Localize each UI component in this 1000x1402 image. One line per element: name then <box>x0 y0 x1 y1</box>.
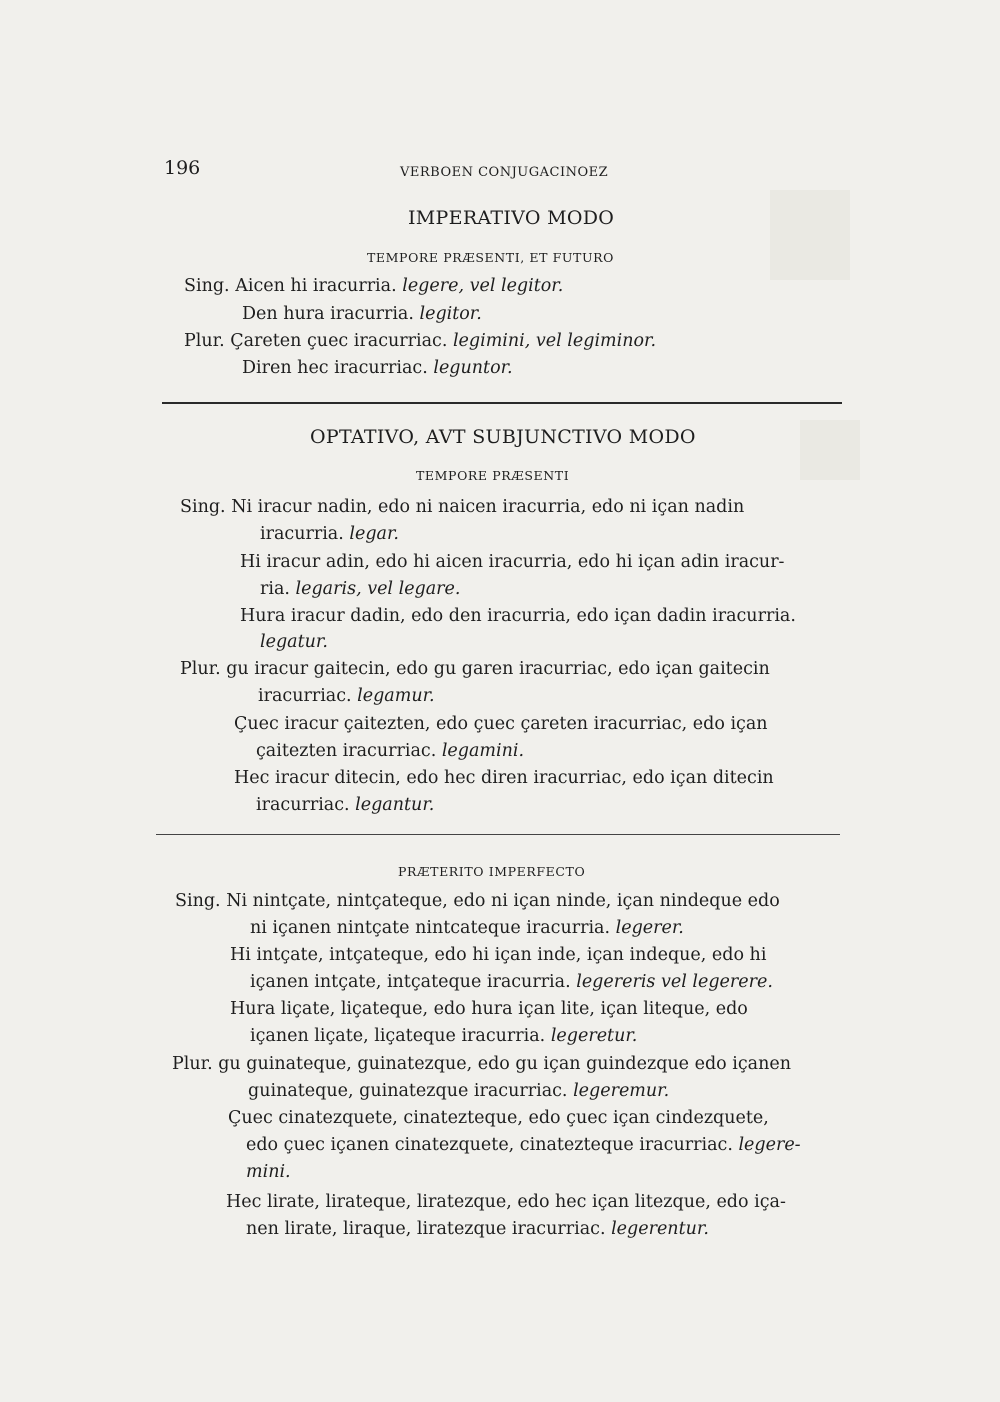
basque-text: iracurria. <box>260 524 350 544</box>
latin-gloss: legeretur. <box>550 1026 638 1046</box>
basque-text: Aicen hi iracurria. <box>235 276 403 296</box>
verse-line <box>250 1026 637 1046</box>
basque-text: nen lirate, liraque, liratezque iracurriac. <box>246 1219 612 1239</box>
latin-gloss: legitor. <box>419 304 482 324</box>
verse-line <box>256 795 434 815</box>
verse-line <box>246 1162 291 1182</box>
number-label: Plur. <box>180 659 221 679</box>
verse-line <box>226 1192 786 1212</box>
basque-text: Diren hec iracurriac. <box>242 358 434 378</box>
basque-text: iracurriac. <box>258 686 358 706</box>
basque-text: Ni iracur nadin, edo ni naicen iracurria, edo ni içan nadin <box>231 497 745 517</box>
basque-text: Hura liçate, liçateque, edo hura içan lite, içan liteque, edo <box>230 999 748 1019</box>
basque-text: Çuec cinatezquete, cinatezteque, edo çuec içan cindezquete, <box>228 1108 769 1128</box>
latin-gloss: legimini, vel legiminor. <box>452 331 657 351</box>
latin-gloss: legeremur. <box>573 1081 670 1101</box>
latin-gloss: legamini. <box>441 741 525 761</box>
bleed-through <box>800 420 860 480</box>
basque-text: ni içanen nintçate nintcateque iracurria. <box>250 918 616 938</box>
verse-line <box>260 632 328 652</box>
latin-gloss: mini. <box>246 1162 291 1182</box>
basque-text: çaitezten iracurriac. <box>256 741 442 761</box>
basque-text: guinateque, guinatezque iracurriac. <box>248 1081 574 1101</box>
basque-text: içanen intçate, intçateque iracurria. <box>250 972 577 992</box>
basque-text: ria. <box>260 579 296 599</box>
latin-gloss: legerer. <box>615 918 684 938</box>
imperative-heading: IMPERATIVO MODO <box>408 207 615 229</box>
number-label: Plur. <box>184 331 225 351</box>
number-label: Sing. <box>175 891 221 911</box>
page-number: 196 <box>164 157 201 179</box>
verse-line <box>230 945 766 965</box>
basque-text: Hec lirate, lirateque, liratezque, edo hec içan litezque, edo iça- <box>226 1192 786 1212</box>
verse-line <box>234 768 774 788</box>
verse-line <box>180 659 770 679</box>
basque-text: Çareten çuec iracurriac. <box>230 331 453 351</box>
basque-text: Ni nintçate, nintçateque, edo ni içan ninde, içan nindeque edo <box>226 891 780 911</box>
bleed-through <box>770 190 850 280</box>
verse-line <box>258 686 435 706</box>
number-label: Plur. <box>172 1054 213 1074</box>
verse-line <box>250 918 684 938</box>
number-label: Sing. <box>180 497 226 517</box>
section-rule <box>162 402 842 404</box>
running-head: VERBOEN CONJUGACINOEZ <box>400 165 609 180</box>
basque-text: Hura iracur dadin, edo den iracurria, edo içan dadin iracurria. <box>240 606 796 626</box>
optative-subheading: TEMPORE PRÆSENTI <box>416 468 570 483</box>
verse-line <box>256 741 524 761</box>
verse-line <box>184 331 656 351</box>
verse-line <box>230 999 748 1019</box>
verse-line <box>242 304 482 324</box>
basque-text: edo çuec içanen cinatezquete, cinatezteque iracurriac. <box>246 1135 739 1155</box>
verse-line <box>248 1081 669 1101</box>
verse-line <box>180 497 744 517</box>
basque-text: Hec iracur ditecin, edo hec diren iracurriac, edo içan ditecin <box>234 768 774 788</box>
verse-line <box>242 358 513 378</box>
verse-line <box>260 524 399 544</box>
optative-heading: OPTATIVO, AVT SUBJUNCTIVO MODO <box>310 426 696 448</box>
verse-line <box>260 579 460 599</box>
basque-text: Den hura iracurria. <box>242 304 420 324</box>
latin-gloss: legere, vel legitor. <box>402 276 564 296</box>
latin-gloss: legere- <box>738 1135 801 1155</box>
basque-text: gu guinateque, guinatezque, edo gu içan guindezque edo içanen <box>218 1054 791 1074</box>
basque-text: iracurriac. <box>256 795 356 815</box>
section-rule <box>156 834 840 835</box>
imperfect-subheading: PRÆTERITO IMPERFECTO <box>398 864 586 879</box>
latin-gloss: legatur. <box>260 632 328 652</box>
latin-gloss: legereris vel legerere. <box>576 972 773 992</box>
latin-gloss: legar. <box>349 524 399 544</box>
verse-line <box>240 552 784 572</box>
basque-text: Hi intçate, intçateque, edo hi içan inde, içan indeque, edo hi <box>230 945 767 965</box>
verse-line <box>184 276 563 296</box>
latin-gloss: legaris, vel legare. <box>295 579 461 599</box>
imperative-subheading: TEMPORE PRÆSENTI, ET FUTURO <box>367 250 614 265</box>
number-label: Sing. <box>184 276 230 296</box>
verse-line <box>234 714 768 734</box>
basque-text: Çuec iracur çaitezten, edo çuec çareten iracurriac, edo içan <box>234 714 768 734</box>
verse-line <box>240 606 796 626</box>
latin-gloss: leguntor. <box>433 358 513 378</box>
verse-line <box>172 1054 791 1074</box>
latin-gloss: legamur. <box>357 686 435 706</box>
basque-text: içanen liçate, liçateque iracurria. <box>250 1026 551 1046</box>
verse-line <box>246 1219 709 1239</box>
latin-gloss: legantur. <box>355 795 435 815</box>
verse-line <box>250 972 773 992</box>
verse-line <box>175 891 780 911</box>
latin-gloss: legerentur. <box>611 1219 709 1239</box>
basque-text: Hi iracur adin, edo hi aicen iracurria, edo hi içan adin iracur- <box>240 552 785 572</box>
basque-text: gu iracur gaitecin, edo gu garen iracurriac, edo içan gaitecin <box>226 659 770 679</box>
verse-line <box>246 1135 801 1155</box>
verse-line <box>228 1108 769 1128</box>
